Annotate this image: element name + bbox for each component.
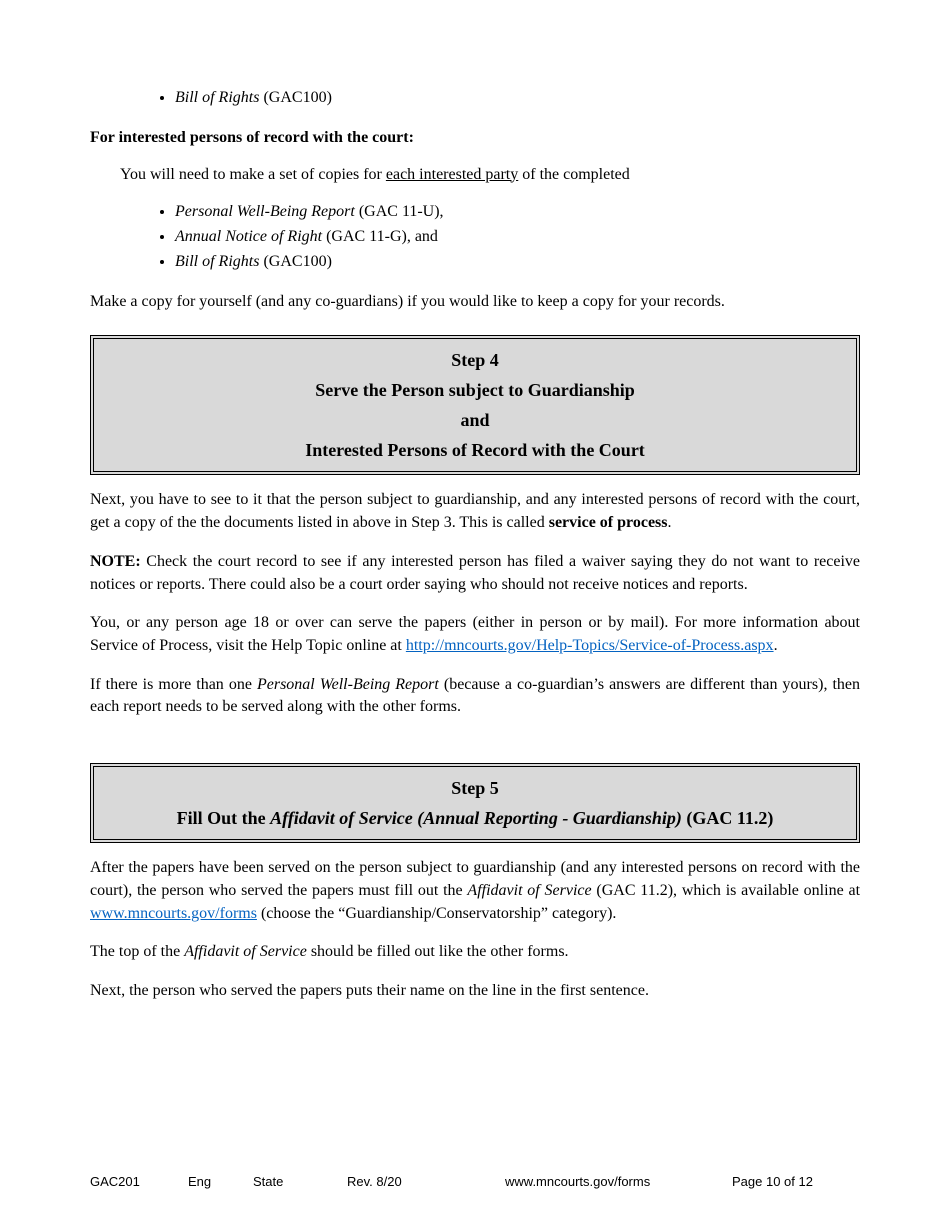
form-title-italic: Personal Well-Being Report <box>256 675 439 693</box>
form-code-text: (GAC 11-G), and <box>322 228 438 246</box>
paragraph-text: If there is more than one <box>90 675 257 693</box>
list-item <box>175 250 860 275</box>
paragraph-text: should be filled out like the other forms. <box>306 943 569 961</box>
top-bullet-list <box>90 86 860 111</box>
mncourts-forms-link[interactable]: www.mncourts.gov/forms <box>90 904 257 922</box>
list-item <box>175 86 860 111</box>
form-code-text: (GAC100) <box>259 252 332 270</box>
list-item <box>175 200 860 225</box>
form-title-italic: Personal Well-Being Report <box>175 203 355 221</box>
service-of-process-paragraph <box>90 489 860 534</box>
paragraph-text: of the completed <box>518 165 630 183</box>
footer-form-id: GAC201 <box>90 1174 140 1189</box>
underlined-text: each interested party <box>385 165 519 183</box>
step4-line: Interested Persons of Record with the Court <box>305 440 645 461</box>
footer-state: State <box>253 1174 284 1189</box>
name-on-line-paragraph: Next, the person who served the papers puts their name on the line in the first sentence. <box>90 981 649 999</box>
make-copy-paragraph: Make a copy for yourself (and any co-guardians) if you would like to keep a copy for your records. <box>90 292 725 310</box>
step4-title: Step 4 <box>451 350 499 371</box>
paragraph-text: (because a co-guardian’s answers are different than yours), then each report needs to be served along with the other forms. <box>90 675 861 716</box>
after-service-paragraph <box>90 857 860 925</box>
form-title-italic: Bill of Rights <box>175 89 260 106</box>
form-title-italic: Affidavit of Service <box>184 943 307 961</box>
note-paragraph <box>90 551 860 596</box>
list-item <box>175 225 860 250</box>
who-can-serve-paragraph <box>90 612 860 657</box>
footer-website: www.mncourts.gov/forms <box>505 1174 651 1189</box>
step5-text: (GAC 11.2) <box>681 808 774 829</box>
paragraph-text: . <box>773 636 778 654</box>
step5-heading-box <box>90 763 860 843</box>
form-title-italic: Affidavit of Service <box>467 881 592 899</box>
step4-heading-box <box>90 335 860 475</box>
step5-text: Fill Out the <box>176 808 271 829</box>
paragraph-text: (GAC 11.2), which is available online at <box>591 881 861 899</box>
note-label: NOTE: <box>90 552 141 570</box>
multiple-reports-paragraph <box>90 674 860 719</box>
step5-title: Step 5 <box>451 778 499 799</box>
paragraph-text: Next, you have to see to it that the person subject to guardianship, and any interested persons of record with the court, get a copy of the the documents listed in above in Step 3. This is called <box>90 491 860 532</box>
top-of-affidavit-paragraph <box>90 941 860 964</box>
step5-line <box>104 803 846 833</box>
form-code-text: (GAC100) <box>259 89 332 106</box>
paragraph-text: Check the court record to see if any interested person has filed a waiver saying they do not want to receive notices or reports. There could also be a court order saying who should not receive notices and reports. <box>90 552 860 593</box>
paragraph-text: You will need to make a set of copies for <box>120 165 386 183</box>
paragraph-text: . <box>667 514 672 532</box>
paragraph-text: After the papers have been served on the person subject to guardianship (and any interested persons on record with the court), the person who served the papers must fill out the <box>90 859 860 899</box>
footer-language: Eng <box>188 1174 212 1189</box>
footer-revision: Rev. 8/20 <box>347 1174 402 1189</box>
paragraph-text: (choose the “Guardianship/Conservatorship” category). <box>256 904 617 922</box>
step4-line: and <box>460 410 490 431</box>
interested-persons-heading: For interested persons of record with the court: <box>90 128 414 146</box>
paragraph-text: You, or any person age 18 or over can serve the papers (either in person or by mail). For more information about Service of Process, visit the Help Topic online at <box>90 614 860 654</box>
bold-text: service of process <box>548 514 668 532</box>
copies-intro-paragraph <box>90 164 860 187</box>
footer-page-number: Page 10 of 12 <box>732 1174 813 1189</box>
form-code-text: (GAC 11-U), <box>354 203 444 221</box>
form-title-italic: Bill of Rights <box>175 252 260 270</box>
step4-line: Serve the Person subject to Guardianship <box>315 380 635 401</box>
form-title-italic: Affidavit of Service (Annual Reporting - Guardianship) <box>270 808 682 829</box>
paragraph-text: The top of the <box>90 943 185 961</box>
form-title-italic: Annual Notice of Right <box>175 228 323 246</box>
documents-bullet-list <box>90 200 860 274</box>
page-footer <box>0 1174 950 1194</box>
service-of-process-link[interactable]: http://mncourts.gov/Help-Topics/Service-of-Process.aspx <box>405 636 774 654</box>
